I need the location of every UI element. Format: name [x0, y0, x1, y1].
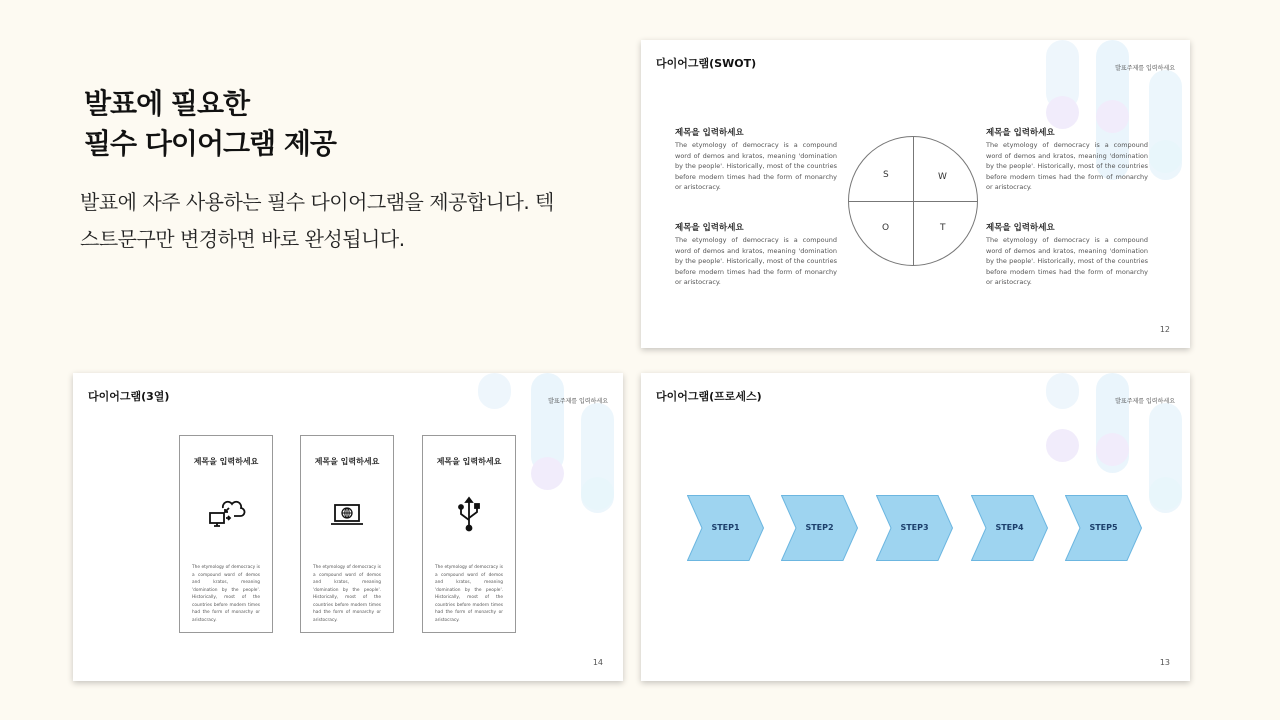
swot-slide-thumbnail[interactable]: [641, 40, 1190, 348]
quadrant-title: 제목을 입력하세요: [986, 223, 1055, 233]
decor-dot: [1149, 477, 1182, 510]
decor-dot: [531, 457, 564, 490]
process-step: [876, 495, 953, 561]
swot-circle: [848, 136, 978, 266]
page-number: 13: [1159, 658, 1170, 667]
decor-dot: [1046, 96, 1079, 129]
headline-line-2: 필수 다이어그램 제공: [84, 127, 336, 160]
description-line-2: 스트문구만 변경하면 바로 완성됩니다.: [80, 227, 405, 251]
quadrant-title: 제목을 입력하세요: [675, 223, 744, 233]
step-label: STEP3: [900, 523, 929, 532]
headline: [84, 84, 336, 164]
slide-title: 다이어그램(SWOT): [656, 57, 757, 70]
quadrant-body: The etymology of democracy is a compound word of demos and kratos, meaning 'domination by the people'. Historically, most of the countries before modern times had the form of monarchy or aristocracy.: [675, 141, 837, 191]
slide-subtitle: 발표주제를 입력하세요: [548, 398, 608, 405]
decor-dot: [581, 477, 614, 510]
slide-subtitle: 발표주제를 입력하세요: [1115, 398, 1175, 405]
quadrant-title: 제목을 입력하세요: [986, 128, 1055, 138]
step-label: STEP1: [711, 523, 740, 532]
process-step: [687, 495, 764, 561]
divider: [913, 137, 914, 265]
card-body: The etymology of democracy is a compound word of demos and kratos, meaning 'domination by the people'. Historically, most of the countries before modern times had the form of monarchy or aristocracy.: [313, 565, 381, 623]
cloud-computer-icon: [206, 494, 246, 534]
card-body: The etymology of democracy is a compound word of demos and kratos, meaning 'domination by the people'. Historically, most of the countries before modern times had the form of monarchy or aristocracy.: [192, 565, 260, 623]
description: [80, 184, 620, 258]
decor-dot: [1046, 429, 1079, 462]
step-label: STEP2: [805, 523, 834, 532]
card-title: 제목을 입력하세요: [314, 457, 380, 466]
headline-line-1: 발표에 필요한: [84, 87, 250, 120]
process-step: [971, 495, 1048, 561]
page-number: 14: [592, 658, 603, 667]
description-line-1: 발표에 자주 사용하는 필수 다이어그램을 제공합니다. 텍: [80, 190, 554, 214]
swot-letter-w: W: [938, 172, 947, 182]
decor-dot: [1149, 140, 1182, 173]
card-title: 제목을 입력하세요: [193, 457, 259, 466]
slide-title: 다이어그램(3열): [88, 390, 170, 403]
decor-bar: [478, 373, 511, 409]
card-body: The etymology of democracy is a compound word of demos and kratos, meaning 'domination by the people'. Historically, most of the countries before modern times had the form of monarchy or aristocracy.: [435, 565, 503, 623]
slide-title: 다이어그램(프로세스): [656, 390, 762, 403]
page-number: 12: [1159, 325, 1170, 334]
column-card: [422, 435, 516, 633]
process-slide-thumbnail[interactable]: [641, 373, 1190, 681]
step-label: STEP5: [1089, 523, 1118, 532]
quadrant-title: 제목을 입력하세요: [675, 128, 744, 138]
decor-dot: [1096, 433, 1129, 466]
decor-dot: [1096, 100, 1129, 133]
quadrant-body: The etymology of democracy is a compound word of demos and kratos, meaning 'domination by the people'. Historically, most of the countries before modern times had the form of monarchy or aristocracy.: [986, 141, 1148, 191]
card-title: 제목을 입력하세요: [436, 457, 502, 466]
process-step: [1065, 495, 1142, 561]
step-label: STEP4: [995, 523, 1024, 532]
quadrant-body: The etymology of democracy is a compound word of demos and kratos, meaning 'domination by the people'. Historically, most of the countries before modern times had the form of monarchy or aristocracy.: [675, 236, 837, 286]
quadrant-body: The etymology of democracy is a compound word of demos and kratos, meaning 'domination by the people'. Historically, most of the countries before modern times had the form of monarchy or aristocracy.: [986, 236, 1148, 286]
swot-letter-t: T: [940, 223, 946, 233]
usb-icon: [449, 494, 489, 534]
swot-letter-o: O: [882, 223, 890, 233]
three-column-slide-thumbnail[interactable]: [73, 373, 623, 681]
process-step: [781, 495, 858, 561]
laptop-globe-icon: [327, 494, 367, 534]
swot-letter-s: S: [883, 170, 889, 180]
slide-subtitle: 발표주제를 입력하세요: [1115, 65, 1175, 72]
column-card: [300, 435, 394, 633]
column-card: [179, 435, 273, 633]
decor-bar: [1046, 373, 1079, 409]
